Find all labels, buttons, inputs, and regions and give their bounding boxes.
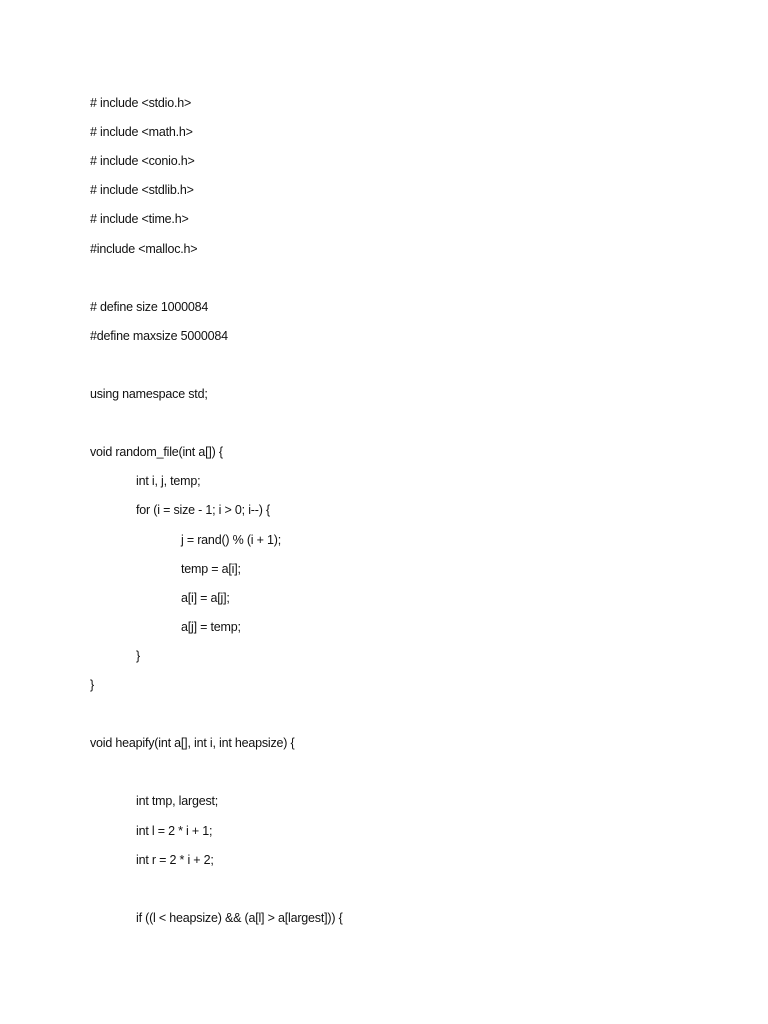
code-line: a[j] = temp; [181,620,241,634]
code-line: if ((l < heapsize) && (a[l] > a[largest])) { [136,911,343,925]
code-line: # include <math.h> [90,125,193,139]
code-line: for (i = size - 1; i > 0; i--) { [136,503,270,517]
code-line: int tmp, largest; [136,794,219,808]
code-line: j = rand() % (i + 1); [181,533,281,547]
code-line: a[i] = a[j]; [181,591,230,605]
code-line: #include <malloc.h> [90,242,198,256]
code-line: int r = 2 * i + 2; [136,853,214,867]
code-line: using namespace std; [90,387,208,401]
code-line: void heapify(int a[], int i, int heapsize) { [90,736,295,750]
code-line: # include <stdlib.h> [90,183,194,197]
code-line: # include <conio.h> [90,154,195,168]
code-line: #define maxsize 5000084 [90,329,228,343]
code-line: temp = a[i]; [181,562,241,576]
code-line: } [90,678,94,692]
code-line: void random_file(int a[]) { [90,445,223,459]
code-line: # include <time.h> [90,212,189,226]
code-line: } [136,649,140,663]
code-line: # define size 1000084 [90,300,209,314]
code-line: int l = 2 * i + 1; [136,824,213,838]
code-line: # include <stdio.h> [90,96,192,110]
code-line: int i, j, temp; [136,474,201,488]
